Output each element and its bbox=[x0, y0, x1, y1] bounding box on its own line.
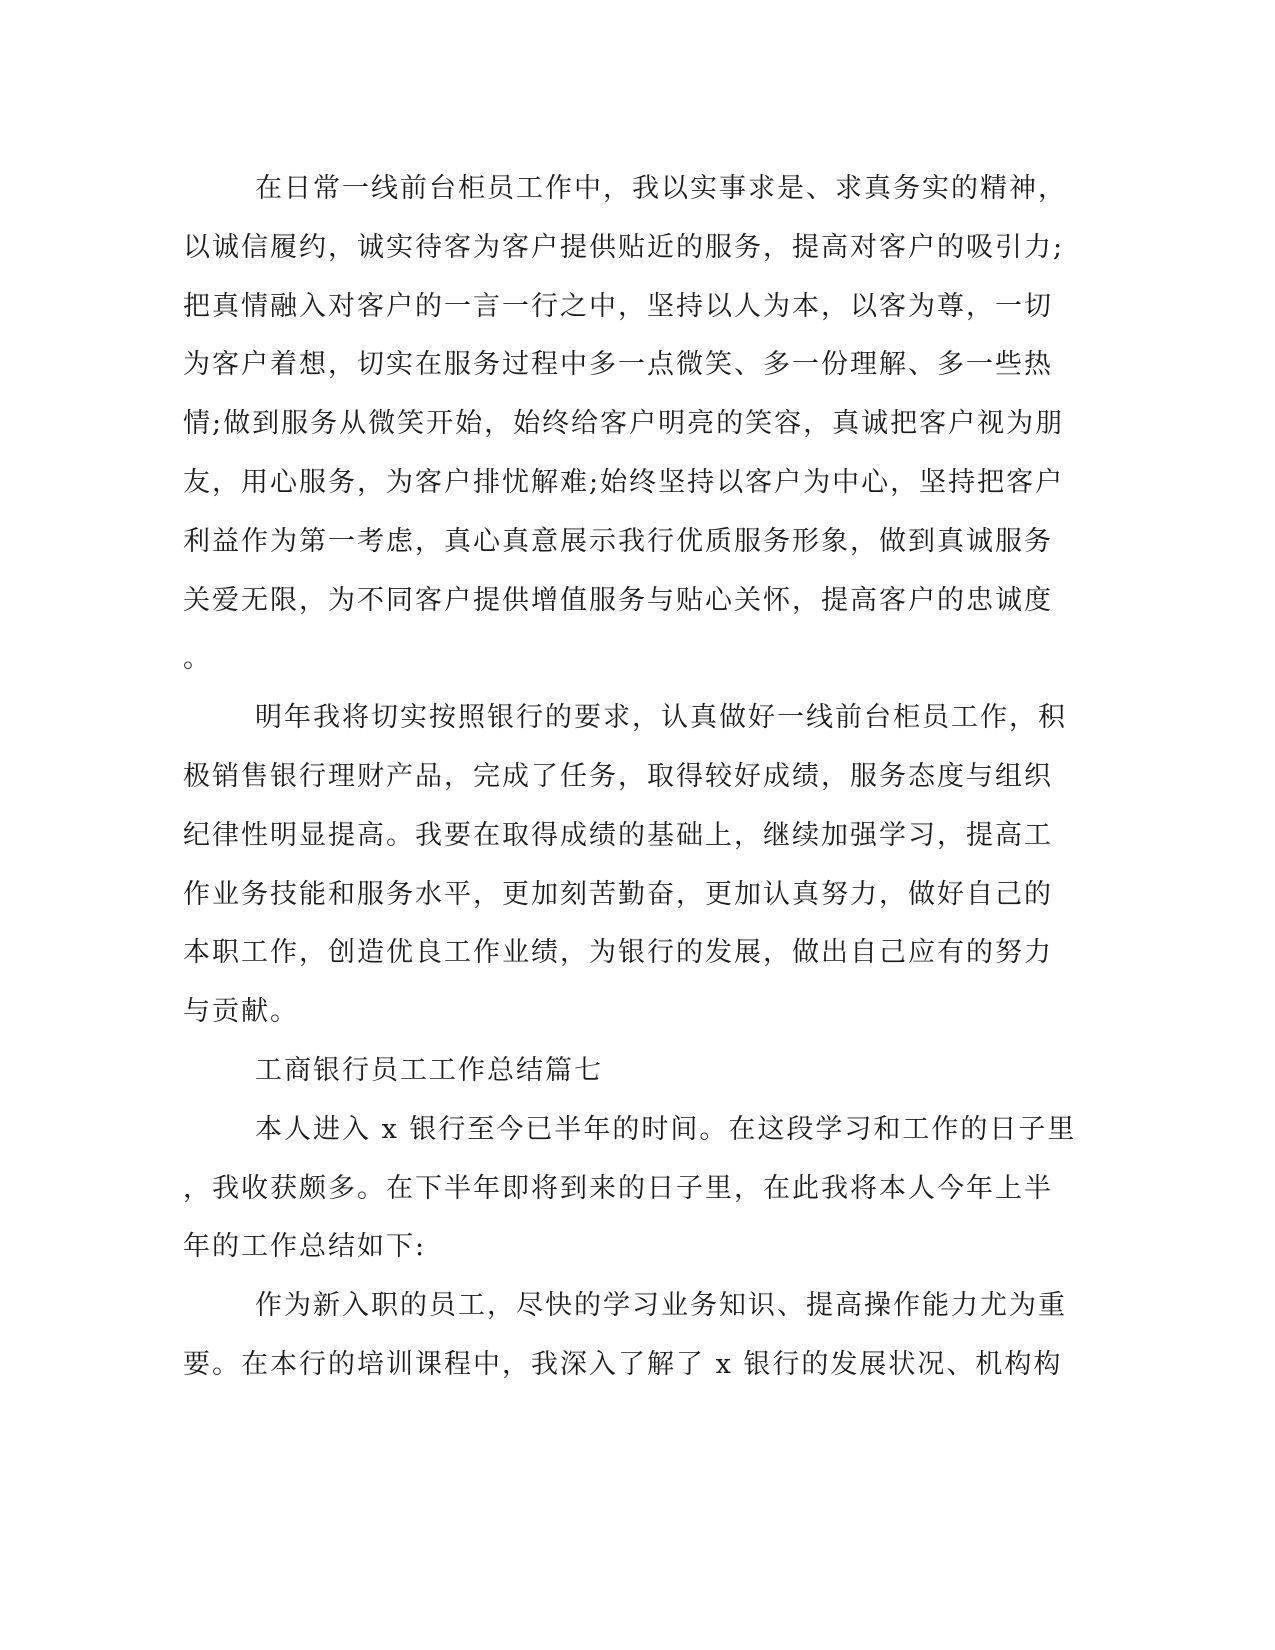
text-line: ，我收获颇多。在下半年即将到来的日子里，在此我将本人今年上半 bbox=[183, 1172, 1053, 1204]
text-line: 。 bbox=[183, 643, 212, 675]
text-line: 要。在本行的培训课程中，我深入了解了 x 银行的发展状况、机构构 bbox=[183, 1348, 1063, 1380]
text-line: 作业务技能和服务水平，更加刻苦勤奋，更加认真努力，做好自己的 bbox=[183, 878, 1053, 910]
text-line: 情;做到服务从微笑开始，始终给客户明亮的笑容，真诚把客户视为朋 bbox=[183, 408, 1065, 440]
text-line: 明年我将切实按照银行的要求，认真做好一线前台柜员工作，积 bbox=[255, 702, 1067, 734]
text-line: 把真情融入对客户的一言一行之中，坚持以人为本，以客为尊，一切 bbox=[183, 290, 1053, 322]
text-line: 年的工作总结如下: bbox=[183, 1231, 427, 1263]
text-line: 本职工作，创造优良工作业绩，为银行的发展，做出自己应有的努力 bbox=[183, 937, 1053, 969]
text-line: 友，用心服务，为客户排忧解难;始终坚持以客户为中心，坚持把客户 bbox=[183, 466, 1065, 498]
text-line: 以诚信履约，诚实待客为客户提供贴近的服务，提高对客户的吸引力; bbox=[183, 231, 1065, 263]
text-line: 为客户着想，切实在服务过程中多一点微笑、多一份理解、多一些热 bbox=[183, 349, 1053, 381]
text-line: 作为新入职的员工，尽快的学习业务知识、提高操作能力尤为重 bbox=[255, 1290, 1067, 1322]
text-line: 极销售银行理财产品，完成了任务，取得较好成绩，服务态度与组织 bbox=[183, 760, 1053, 792]
text-line: 本人进入 x 银行至今已半年的时间。在这段学习和工作的日子里 bbox=[255, 1113, 1077, 1145]
text-line: 利益作为第一考虑，真心真意展示我行优质服务形象，做到真诚服务 bbox=[183, 525, 1053, 557]
section-heading: 工商银行员工工作总结篇七 bbox=[255, 1054, 603, 1086]
text-line: 与贡献。 bbox=[183, 996, 299, 1028]
document-body bbox=[183, 160, 1077, 1395]
text-line: 关爱无限，为不同客户提供增值服务与贴心关怀，提高客户的忠诚度 bbox=[183, 584, 1053, 616]
text-line: 在日常一线前台柜员工作中，我以实事求是、求真务实的精神， bbox=[255, 173, 1067, 204]
text-line: 纪律性明显提高。我要在取得成绩的基础上，继续加强学习，提高工 bbox=[183, 819, 1053, 851]
